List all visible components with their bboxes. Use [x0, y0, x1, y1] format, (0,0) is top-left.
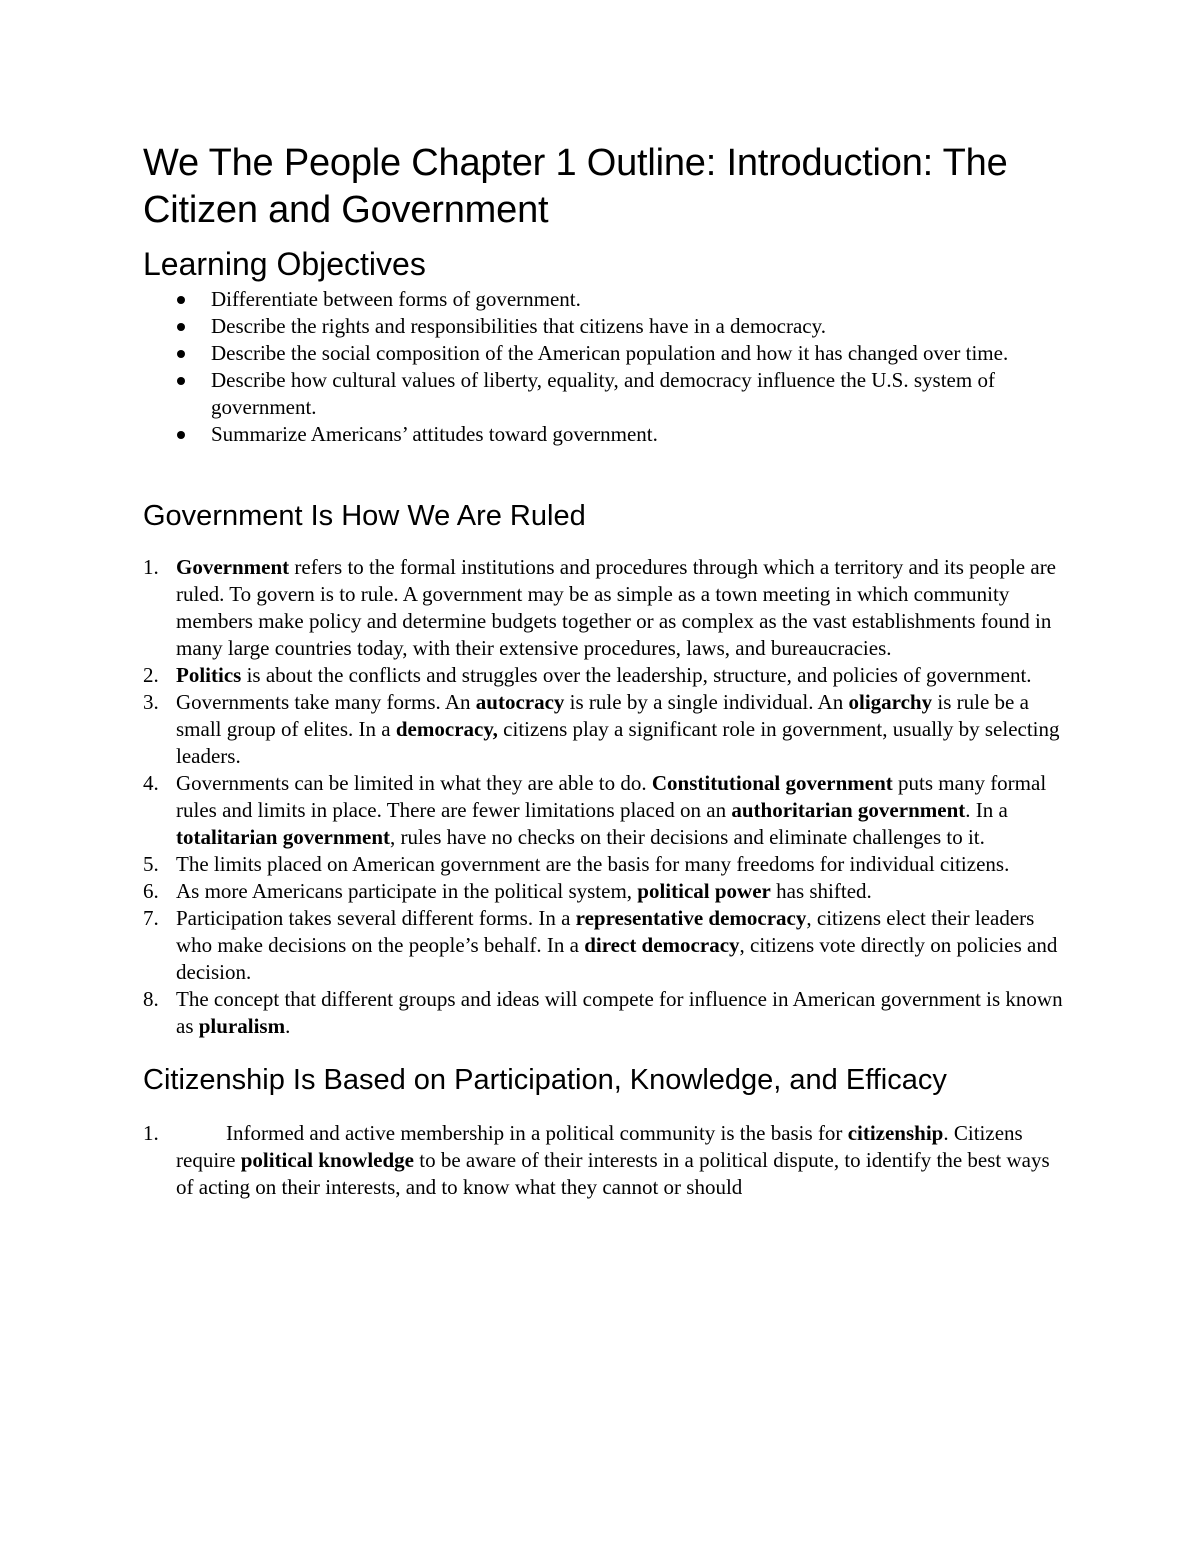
list-item: Describe how cultural values of liberty, equality, and democracy influence the U.S. system of government.	[143, 367, 1068, 421]
bullet-icon	[177, 323, 185, 331]
key-term: autocracy	[475, 690, 565, 714]
bullet-icon	[177, 296, 185, 304]
document-title	[143, 140, 1068, 234]
section-heading-government: Government Is How We Are Ruled	[143, 500, 586, 532]
key-term: pluralism	[198, 1014, 286, 1038]
list-number: 4.	[143, 771, 159, 795]
key-term: authoritarian government	[731, 798, 966, 822]
bullet-icon	[177, 431, 185, 439]
document-title-line-1: We The People Chapter 1 Outline: Introduction: The	[143, 142, 1008, 184]
list-number: 1.	[143, 1121, 159, 1145]
section-heading-citizenship: Citizenship Is Based on Participation, Knowledge, and Efficacy	[143, 1064, 947, 1096]
list-item: 2. Politics is about the conflicts and struggles over the leadership, structure, and policies of government.	[143, 663, 1032, 687]
key-term: Politics	[176, 663, 242, 687]
document-title-line-2: Citizen and Government	[143, 189, 549, 231]
citizenship-list	[143, 1120, 1068, 1201]
key-term: Government	[176, 555, 290, 579]
document-page	[143, 140, 1068, 1201]
list-number: 2.	[143, 663, 159, 687]
key-term: Constitutional government	[651, 771, 893, 795]
learning-objectives-heading: Learning Objectives	[143, 246, 426, 282]
list-item: 1. Informed and active membership in a political community is the basis for citizenship. Citizens require political knowledge to be aware of their interests in a political dispute, to identify the best ways of acting on their interests, and to know what they cannot or should	[143, 1121, 1050, 1199]
list-item: 1. Government refers to the formal institutions and procedures through which a territory and its people are ruled. To govern is to rule. A government may be as simple as a town meeting in which community members make policy and determine budgets together or as complex as the vast establishments found in many large countries today, with their extensive procedures, laws, and bureaucracies.	[143, 555, 1057, 660]
list-item: Describe the social composition of the American population and how it has changed over time.	[143, 340, 1068, 367]
list-number: 6.	[143, 879, 159, 903]
key-term: citizenship	[847, 1121, 944, 1145]
list-item: Differentiate between forms of government.	[143, 286, 1068, 313]
list-number: 1.	[143, 555, 159, 579]
key-term: direct democracy	[584, 933, 740, 957]
key-term: representative democracy	[575, 906, 807, 930]
list-item: Summarize Americans’ attitudes toward government.	[143, 421, 1068, 448]
key-term: oligarchy	[848, 690, 933, 714]
list-item: 6. As more Americans participate in the political system, political power has shifted.	[143, 879, 872, 903]
list-item: 3. Governments take many forms. An autocracy is rule by a single individual. An oligarchy is rule be a small group of elites. In a democracy, citizens play a significant role in government, usually by selecting leaders.	[143, 690, 1060, 768]
list-item: 4. Governments can be limited in what they are able to do. Constitutional government puts many formal rules and limits in place. There are fewer limitations placed on an authoritarian government. In a totalitarian government, rules have no checks on their decisions and eliminate challenges to it.	[143, 771, 1047, 849]
learning-objectives-list	[143, 286, 1068, 448]
list-number: 5.	[143, 852, 159, 876]
list-number: 3.	[143, 690, 159, 714]
key-term: totalitarian government	[176, 825, 391, 849]
list-item: 5. The limits placed on American government are the basis for many freedoms for individual citizens.	[143, 852, 1010, 876]
key-term: political knowledge	[240, 1148, 414, 1172]
bullet-icon	[177, 350, 185, 358]
list-number: 7.	[143, 906, 159, 930]
list-item: 8. The concept that different groups and ideas will compete for influence in American government is known as pluralism.	[143, 987, 1063, 1038]
bullet-icon	[177, 377, 185, 385]
list-number: 8.	[143, 987, 159, 1011]
government-list	[143, 554, 1068, 1040]
list-item: Describe the rights and responsibilities that citizens have in a democracy.	[143, 313, 1068, 340]
key-term: democracy,	[395, 717, 498, 741]
key-term: political power	[637, 879, 771, 903]
list-item: 7. Participation takes several different forms. In a representative democracy, citizens elect their leaders who make decisions on the people’s behalf. In a direct democracy, citizens vote directly on policies and decision.	[143, 906, 1058, 984]
